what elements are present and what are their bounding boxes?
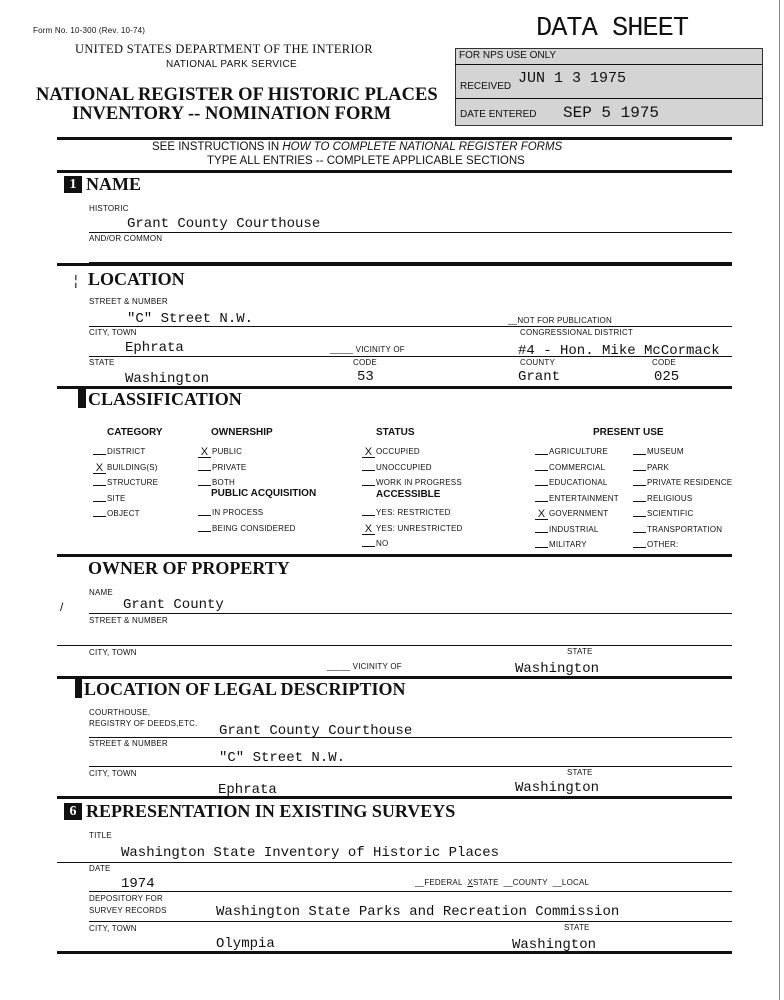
present-use-option: [535, 537, 619, 553]
present-use-heading: PRESENT USE: [593, 427, 664, 438]
present-use-option-label: TRANSPORTATION: [647, 524, 723, 534]
street-label: STREET & NUMBER: [89, 297, 168, 306]
accessible-heading: ACCESSIBLE: [376, 489, 441, 500]
present-use-option-label: EDUCATIONAL: [549, 478, 608, 487]
county-label: COUNTY: [520, 358, 555, 367]
acquisition-option: [198, 505, 296, 521]
accessible-checkbox: [362, 536, 375, 547]
form-title-line1: NATIONAL REGISTER OF HISTORIC PLACES: [36, 85, 438, 105]
present-use-options-1: [535, 444, 619, 553]
present-use-option: [633, 506, 732, 522]
status-checkbox: X: [362, 447, 375, 458]
city-value: Ephrata: [125, 340, 184, 356]
accessible-option: [362, 505, 463, 521]
county-code-value: 025: [654, 369, 680, 385]
courthouse-value: Grant County Courthouse: [219, 723, 413, 739]
category-option: [93, 491, 158, 507]
present-use-checkbox: [633, 444, 646, 455]
common-name-label: AND/OR COMMON: [89, 234, 163, 243]
courthouse-label: COURTHOUSE,: [89, 708, 151, 717]
survey-state-value: Washington: [512, 937, 597, 953]
section-location-heading: LOCATION: [88, 269, 185, 289]
present-use-option: [633, 475, 732, 491]
owner-state-label: STATE: [567, 647, 593, 656]
present-use-options-2: [633, 444, 732, 553]
acquisition-option-label: IN PROCESS: [212, 508, 264, 517]
section-number-badge: [78, 388, 86, 408]
ownership-option-label: BOTH: [212, 478, 236, 487]
present-use-option: [633, 444, 732, 460]
historic-label: HISTORIC: [89, 204, 129, 213]
county-code-label: CODE: [652, 358, 676, 367]
category-option: [93, 475, 158, 491]
status-checkbox: [362, 475, 375, 486]
present-use-option: [535, 444, 619, 460]
owner-name-value: Grant County: [123, 597, 224, 613]
street-value: "C" Street N.W.: [127, 311, 254, 327]
accessible-option: [362, 536, 463, 552]
legal-state-label: STATE: [567, 768, 593, 777]
legal-city-value: Ephrata: [218, 782, 277, 798]
agency-name: UNITED STATES DEPARTMENT OF THE INTERIOR: [75, 42, 373, 56]
survey-city-value: Olympia: [216, 936, 275, 952]
ownership-checkbox: [198, 460, 211, 471]
acquisition-checkbox: [198, 505, 211, 516]
state-code-value: 53: [357, 369, 374, 385]
present-use-option-label: INDUSTRIAL: [549, 524, 599, 534]
category-option-label: OBJECT: [107, 509, 140, 518]
survey-records-label: SURVEY RECORDS: [89, 906, 167, 915]
present-use-option: [535, 522, 619, 538]
accessible-options: [362, 505, 463, 552]
status-option-label: UNOCCUPIED: [376, 462, 432, 472]
ownership-option-label: PRIVATE: [212, 462, 247, 472]
present-use-option-label: MILITARY: [549, 540, 587, 549]
present-use-option: [633, 491, 732, 507]
form-title-line2: INVENTORY -- NOMINATION FORM: [72, 104, 392, 124]
present-use-option: [535, 491, 619, 507]
code-label: CODE: [353, 358, 377, 367]
legal-city-label: CITY, TOWN: [89, 769, 137, 778]
acquisition-option-label: BEING CONSIDERED: [212, 523, 296, 533]
ownership-option-label: PUBLIC: [212, 447, 243, 456]
state-value: Washington: [125, 371, 210, 387]
present-use-checkbox: [535, 491, 548, 502]
vicinity-label: _____ VICINITY OF: [330, 345, 405, 354]
category-option: [93, 444, 158, 460]
present-use-option-label: AGRICULTURE: [549, 447, 608, 456]
survey-date-label: DATE: [89, 864, 111, 873]
owner-city-label: CITY, TOWN: [89, 648, 137, 657]
survey-level-options: __FEDERAL XSTATE __COUNTY __LOCAL: [415, 878, 590, 887]
ownership-heading: OWNERSHIP: [211, 427, 273, 438]
city-label: CITY, TOWN: [89, 328, 137, 337]
accessible-option-label: YES: UNRESTRICTED: [376, 523, 463, 533]
accessible-option-label: YES: RESTRICTED: [376, 508, 451, 517]
present-use-checkbox: [535, 522, 548, 533]
present-use-checkbox: [535, 444, 548, 455]
category-checkbox: X: [93, 463, 106, 474]
not-for-publication-label: __NOT FOR PUBLICATION: [508, 316, 612, 325]
present-use-option: [535, 506, 619, 522]
present-use-option-label: PARK: [647, 462, 669, 472]
ownership-checkbox: X: [198, 447, 211, 458]
category-heading: CATEGORY: [107, 427, 163, 438]
present-use-option-label: RELIGIOUS: [647, 493, 693, 503]
section-owner-heading: OWNER OF PROPERTY: [88, 558, 290, 578]
present-use-checkbox: [535, 475, 548, 486]
legal-state-value: Washington: [515, 780, 600, 796]
present-use-checkbox: [535, 537, 548, 548]
present-use-option-label: GOVERNMENT: [549, 509, 609, 518]
present-use-option: [535, 475, 619, 491]
category-option: [93, 506, 158, 522]
section-classification-heading: CLASSIFICATION: [78, 388, 242, 410]
present-use-option-label: ENTERTAINMENT: [549, 493, 619, 503]
owner-state-value: Washington: [515, 661, 600, 677]
instructions-line2: TYPE ALL ENTRIES -- COMPLETE APPLICABLE SECTIONS: [207, 155, 525, 167]
acquisition-options: [198, 505, 296, 536]
section-number-badge: 1: [64, 176, 82, 193]
status-option-label: WORK IN PROGRESS: [376, 478, 462, 487]
received-date: JUN 1 3 1975: [518, 70, 627, 87]
status-option-label: OCCUPIED: [376, 447, 420, 456]
margin-mark: /: [60, 600, 64, 614]
accessible-checkbox: X: [362, 524, 375, 535]
present-use-option: [633, 522, 732, 538]
acquisition-checkbox: [198, 521, 211, 532]
owner-street-label: STREET & NUMBER: [89, 616, 168, 625]
ownership-options: [198, 444, 246, 491]
survey-city-label: CITY, TOWN: [89, 924, 137, 933]
instructions-line1: SEE INSTRUCTIONS IN HOW TO COMPLETE NATIONAL REGISTER FORMS: [152, 141, 563, 153]
date-entered-value: SEP 5 1975: [563, 104, 660, 122]
status-checkbox: [362, 460, 375, 471]
date-entered-label: DATE ENTERED: [460, 109, 537, 120]
county-value: Grant: [518, 369, 561, 385]
present-use-checkbox: [633, 522, 646, 533]
present-use-option-label: OTHER:: [647, 540, 679, 549]
historic-name-value: Grant County Courthouse: [127, 216, 321, 232]
section-name-heading: 1 NAME: [64, 174, 141, 195]
present-use-checkbox: [535, 460, 548, 471]
legal-street-value: "C" Street N.W.: [219, 750, 346, 766]
section-legal-description-heading: LOCATION OF LEGAL DESCRIPTION: [75, 678, 406, 700]
registry-label: REGISTRY OF DEEDS,ETC.: [89, 719, 198, 728]
form-number: Form No. 10-300 (Rev. 10-74): [33, 26, 146, 35]
present-use-option-label: MUSEUM: [647, 447, 684, 456]
category-option-label: DISTRICT: [107, 447, 146, 456]
agency-subname: NATIONAL PARK SERVICE: [166, 59, 297, 70]
category-option-label: SITE: [107, 493, 126, 503]
present-use-checkbox: [633, 475, 646, 486]
ownership-option: [198, 444, 246, 460]
present-use-option: [633, 460, 732, 476]
owner-name-label: NAME: [89, 588, 113, 597]
ownership-option: [198, 460, 246, 476]
data-sheet-stamp: DATA SHEET: [536, 14, 689, 44]
status-option: [362, 460, 462, 476]
status-option: [362, 444, 462, 460]
category-option-label: BUILDING(S): [107, 462, 158, 472]
congressional-district-label: CONGRESSIONAL DISTRICT: [520, 328, 634, 337]
accessible-checkbox: [362, 505, 375, 516]
present-use-option-label: PRIVATE RESIDENCE: [647, 478, 733, 487]
owner-vicinity-label: _____ VICINITY OF: [327, 662, 402, 671]
depository-label: DEPOSITORY FOR: [89, 894, 163, 903]
category-option: [93, 460, 158, 476]
present-use-option: [633, 537, 732, 553]
present-use-checkbox: [633, 506, 646, 517]
public-acquisition-heading: PUBLIC ACQUISITION: [211, 488, 317, 499]
section-surveys-heading: 6 REPRESENTATION IN EXISTING SURVEYS: [64, 801, 455, 822]
accessible-option: [362, 521, 463, 537]
present-use-checkbox: X: [535, 509, 548, 520]
section-number-badge: 6: [64, 803, 82, 820]
section-number-badge: [75, 678, 82, 698]
survey-title-label: TITLE: [89, 831, 112, 840]
legal-street-label: STREET & NUMBER: [89, 739, 168, 748]
category-checkbox: [93, 475, 106, 486]
survey-date-value: 1974: [121, 876, 155, 892]
depository-value: Washington State Parks and Recreation Commission: [216, 904, 620, 920]
status-heading: STATUS: [376, 427, 415, 438]
category-checkbox: [93, 491, 106, 502]
accessible-option-label: NO: [376, 539, 389, 548]
ownership-checkbox: [198, 475, 211, 486]
acquisition-option: [198, 521, 296, 537]
received-label: RECEIVED: [460, 81, 512, 92]
state-label: STATE: [89, 358, 115, 367]
survey-state-label: STATE: [564, 923, 590, 932]
margin-mark: ¦: [74, 272, 78, 288]
category-checkbox: [93, 506, 106, 517]
present-use-checkbox: [633, 460, 646, 471]
category-options: [93, 444, 158, 522]
present-use-option-label: COMMERCIAL: [549, 462, 606, 472]
nps-use-label: FOR NPS USE ONLY: [459, 50, 557, 61]
category-option-label: STRUCTURE: [107, 478, 159, 487]
category-checkbox: [93, 444, 106, 455]
survey-title-value: Washington State Inventory of Historic Places: [121, 845, 500, 861]
congressional-district-value: #4 - Hon. Mike McCormack: [518, 343, 720, 359]
present-use-option: [535, 460, 619, 476]
status-options: [362, 444, 462, 491]
present-use-checkbox: [633, 537, 646, 548]
present-use-option-label: SCIENTIFIC: [647, 509, 694, 518]
present-use-checkbox: [633, 491, 646, 502]
